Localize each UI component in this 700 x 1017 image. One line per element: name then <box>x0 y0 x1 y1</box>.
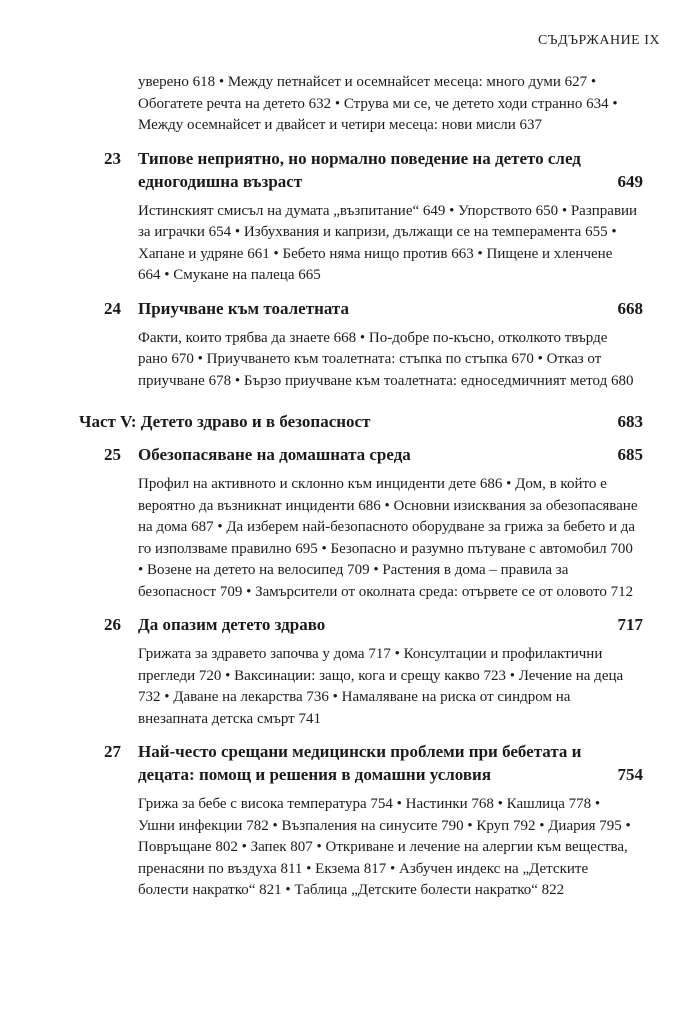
chapter-title: Типове неприятно, но нормално поведение на детето след едногодишна възраст <box>138 148 581 191</box>
chapter-title: Най-често срещани медицински проблеми при бебетата и децата: помощ и решения в домашни условия <box>138 742 582 784</box>
chapter-entry-24[interactable] <box>0 297 700 393</box>
chapter-entry-27[interactable] <box>0 740 700 902</box>
chapter-page-number: 668 <box>617 298 643 318</box>
chapter-heading <box>0 147 700 193</box>
chapter-number: 26 <box>104 615 121 634</box>
chapter-title: Обезопасяване на домашната среда <box>138 445 411 464</box>
chapter-heading <box>0 740 700 786</box>
part-heading[interactable] <box>0 410 700 433</box>
chapter-description: Профил на активното и склонно към инциденти дете 686 • Дом, в който е вероятно да възникнат инциденти 686 • Основни изисквания за обезопасяване на дома 687 • Да изберем най-безопасното оборудване за грижа за бебето и да го използваме правилно 695 • Безопасно и разумно пътуване с автомобил 700 • Возене на детето на велосипед 709 • Растения в дома – правила за безопасност 709 • Замърсители от околната среда: отървете се от оловото 712 <box>138 476 638 600</box>
chapter-entry-23[interactable] <box>0 147 700 287</box>
chapter-page-number: 754 <box>617 765 643 784</box>
chapter-page-number: 649 <box>617 171 643 191</box>
chapter-entry-25[interactable] <box>0 443 700 603</box>
chapter-page-number: 685 <box>617 445 643 464</box>
chapter-heading <box>0 297 700 320</box>
continuation-text: уверено 618 • Между петнайсет и осемнайсет месеца: много думи 627 • Обогатете речта на детето 632 • Струва ми се, че детето ходи странно 634 • Между осемнайсет и двайсет и четири месеца: нови мисли 637 <box>138 74 618 133</box>
chapter-page-number: 717 <box>617 615 643 634</box>
chapter-title: Приучване към тоалетната <box>138 298 349 318</box>
chapter-entry-26[interactable] <box>0 613 700 730</box>
chapter-number: 25 <box>104 445 121 464</box>
part-title: Част V: Детето здраво и в безопасност <box>79 412 371 431</box>
chapter-heading <box>0 613 700 636</box>
chapter-number: 24 <box>104 298 121 318</box>
part-page-number: 683 <box>617 412 643 431</box>
chapter-description: Грижата за здравето започва у дома 717 • Консултации и профилактични прегледи 720 • Ваксинации: защо, кога и срещу какво 723 • Лечение на деца 732 • Даване на лекарства 736 • Намаляване на риска от синдром на внезапната детска смърт 741 <box>138 646 624 727</box>
table-of-contents <box>0 72 700 902</box>
chapter-title: Да опазим детето здраво <box>138 615 326 634</box>
chapter-description: Истинският смисъл на думата „възпитание“ 649 • Упорството 650 • Разправии за играчки 654 • Избухвания и капризи, дължащи се на темперамента 655 • Хапане и удряне 661 • Бебето няма нищо против 663 • Пищене и хленчене 664 • Смукане на палеца 665 <box>138 202 638 283</box>
running-head: СЪДЪРЖАНИЕ IX <box>538 33 660 48</box>
chapter-number: 27 <box>104 742 121 761</box>
chapter-heading <box>0 443 700 466</box>
chapter-number: 23 <box>104 148 121 168</box>
chapter-description: Грижа за бебе с висока температура 754 • Настинки 768 • Кашлица 778 • Ушни инфекции 782 • Възпаления на синусите 790 • Круп 792 • Диария 795 • Повръщане 802 • Запек 807 • Откриване и лечение на алергии към вещества, пренасяни по въздуха 811 • Екзема 817 • Азбучен индекс на „Детските болести накратко“ 821 • Таблица „Детските болести накратко“ 822 <box>138 796 631 898</box>
chapter-description: Факти, които трябва да знаете 668 • По-добре по-късно, отколкото твърде рано 670 • Приучването към тоалетната: стъпка по стъпка 670 • Отказ от приучване 678 • Бързо приучване към тоалетната: едноседмичният метод 680 <box>138 329 634 389</box>
